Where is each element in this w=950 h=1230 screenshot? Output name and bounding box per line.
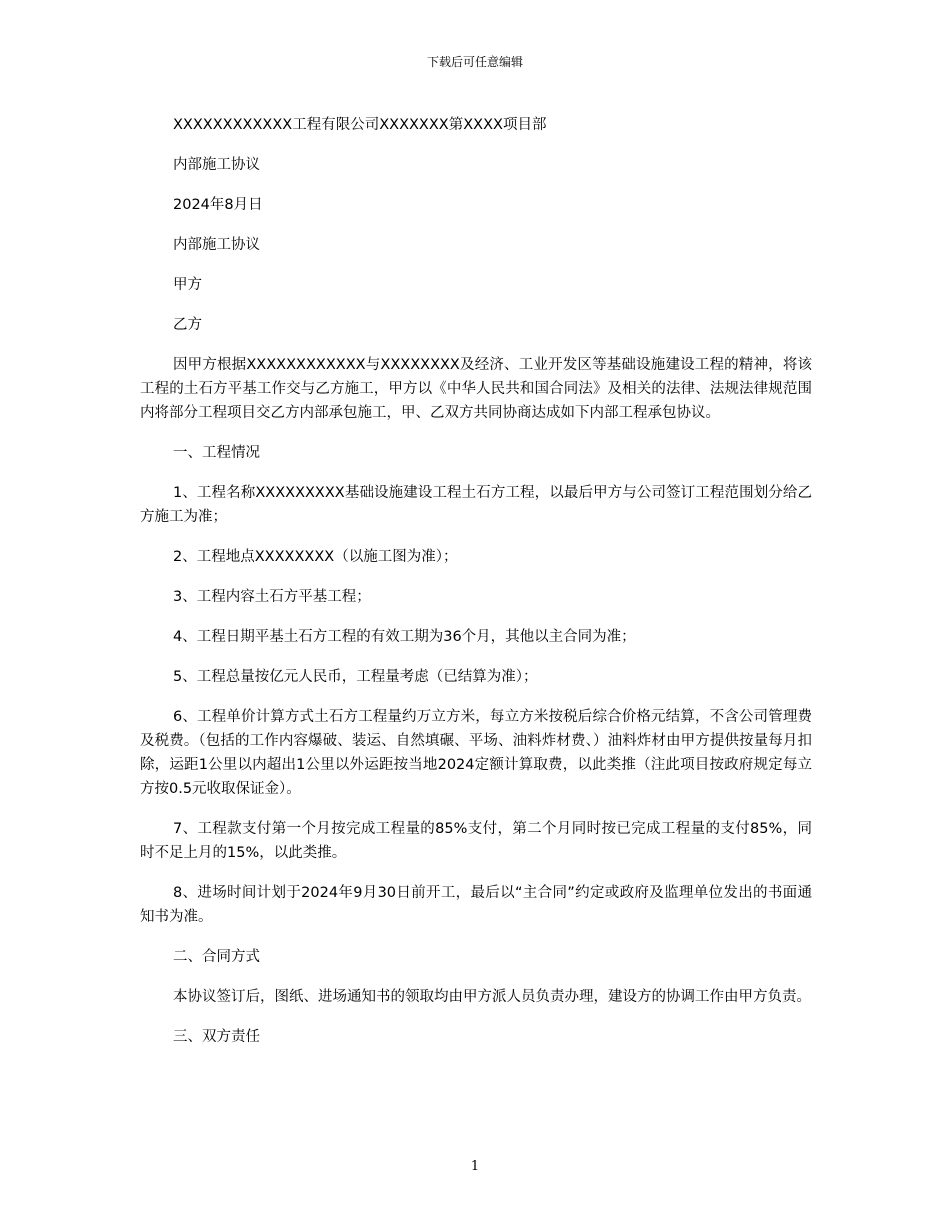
contract-paragraph: 本协议签订后，图纸、进场通知书的领取均由甲方派人员负责办理，建设方的协调工作由甲方负责。 xyxy=(173,989,811,1005)
party-b-label: 乙方 xyxy=(173,317,202,333)
document-date: 2024年8月日 xyxy=(173,197,263,213)
document-title-repeat: 内部施工协议 xyxy=(173,237,260,253)
clause-project-content: 3、工程内容土石方平基工程； xyxy=(173,589,371,605)
clause-project-total: 5、工程总量按亿元人民币，工程量考虑（已结算为准）； xyxy=(173,669,538,685)
section-heading-responsibilities: 三、双方责任 xyxy=(173,1029,260,1045)
document-title: 内部施工协议 xyxy=(173,157,260,173)
document-body xyxy=(140,113,812,1065)
section-heading-contract: 二、合同方式 xyxy=(173,949,260,965)
clause-unit-price: 6、工程单价计算方式土石方工程量约万立方米，每立方米按税后综合价格元结算，不含公司管理费及税费。（包括的工作内容爆破、装运、自然填碾、平场、油料炸材费、）油料炸材由甲方提供按量每月扣除，运距1公里以内超出1公里以外运距按当地2024定额计算取费，以此类推（注此项目按政府规定每立方按0.5元收取保证金）。 xyxy=(140,709,812,797)
party-a-label: 甲方 xyxy=(173,277,202,293)
clause-payment: 7、工程款支付第一个月按完成工程量的85%支付，第二个月同时按已完成工程量的支付85%，同时不足上月的15%，以此类推。 xyxy=(140,821,812,861)
section-heading-project: 一、工程情况 xyxy=(173,445,260,461)
clause-project-location: 2、工程地点XXXXXXXX（以施工图为准）； xyxy=(173,549,458,565)
clause-project-name: 1、工程名称XXXXXXXXX基础设施建设工程土石方工程，以最后甲方与公司签订工程范围划分给乙方施工为准； xyxy=(140,485,812,525)
company-line: XXXXXXXXXXXX工程有限公司XXXXXXX第XXXX项目部 xyxy=(173,117,547,133)
clause-start-date: 8、进场时间计划于2024年9月30日前开工，最后以“主合同”约定或政府及监理单位发出的书面通知书为准。 xyxy=(140,885,812,925)
page-number: 1 xyxy=(470,1159,480,1174)
clause-project-duration: 4、工程日期平基土石方工程的有效工期为36个月，其他以主合同为准； xyxy=(173,629,636,645)
preamble-paragraph: 因甲方根据XXXXXXXXXXXX与XXXXXXXX及经济、工业开发区等基础设施建设工程的精神，将该工程的土石方平基工作交与乙方施工，甲方以《中华人民共和国合同法》及相关的法律、法规法律规范围内将部分工程项目交乙方内部承包施工，甲、乙双方共同协商达成如下内部工程承包协议。 xyxy=(140,357,812,421)
header-note: 下载后可任意编辑 xyxy=(426,55,523,69)
